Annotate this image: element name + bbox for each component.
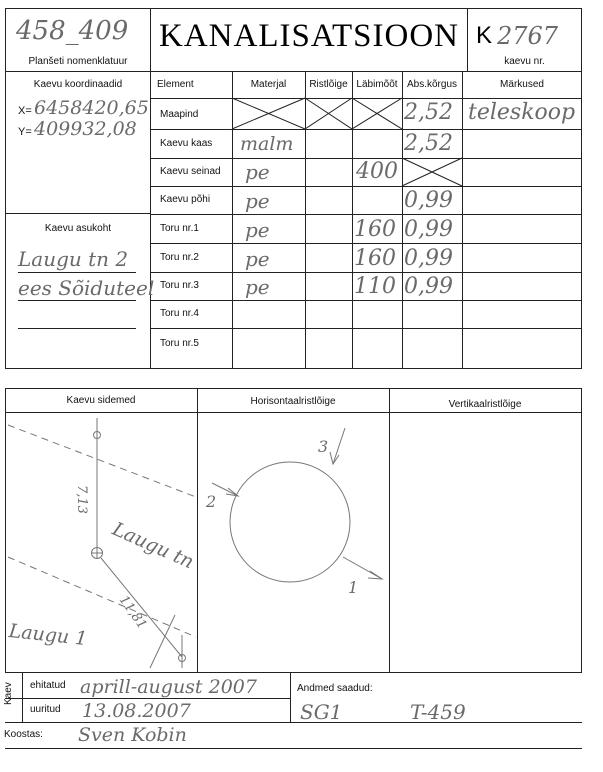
cell-material: pe xyxy=(245,275,270,299)
pipe-label-1: 1 xyxy=(348,578,359,597)
row-label: Toru nr.5 xyxy=(160,338,199,349)
sheet-label: Planšeti nomenklatuur xyxy=(28,56,128,67)
cell-abs-height: 2,52 xyxy=(404,131,453,156)
col-header-material: Materjal xyxy=(250,79,287,90)
built-value: aprill-august 2007 xyxy=(80,676,257,698)
data-source-value-1: SG1 xyxy=(300,700,343,724)
well-number: 2767 xyxy=(497,22,559,50)
cell-abs-height: 0,99 xyxy=(404,274,453,299)
row-label: Kaevu seinad xyxy=(160,166,221,177)
row-label: Toru nr.3 xyxy=(160,280,199,291)
cell-diameter: 160 xyxy=(354,246,396,271)
distance-label-2: 11,81 xyxy=(115,593,150,633)
street-label-upper: Laugu tn xyxy=(109,518,198,574)
col-header-diameter: Läbimõõt xyxy=(356,79,398,90)
row-label: Toru nr.1 xyxy=(160,223,199,234)
kaev-side-label: Kaev xyxy=(3,682,14,705)
distance-label-1: 7,13 xyxy=(74,485,89,514)
x-prefix: X= xyxy=(18,105,32,117)
y-value: 409932,08 xyxy=(34,118,137,140)
pipe-label-3: 3 xyxy=(318,437,329,456)
cell-notes: teleskoop xyxy=(468,100,576,125)
row-label: Maapind xyxy=(160,109,199,120)
well-label: kaevu nr. xyxy=(504,56,545,67)
sheet-number: 458_409 xyxy=(16,16,129,46)
col-header-horizontal: Horisontaalristlõige xyxy=(250,396,336,407)
footer-line xyxy=(22,672,23,723)
cell-abs-height: 0,99 xyxy=(404,217,453,242)
cell-diameter: 110 xyxy=(354,274,396,299)
footer-line xyxy=(5,722,582,723)
cell-diameter: 160 xyxy=(354,217,396,242)
x-value: 6458420,65 xyxy=(34,97,149,119)
row-label: Toru nr.2 xyxy=(160,252,199,263)
cell-abs-height: 0,99 xyxy=(404,188,453,213)
built-label: ehitatud xyxy=(30,680,66,691)
coordinates-label: Kaevu koordinaadid xyxy=(33,79,123,90)
surveyed-value: 13.08.2007 xyxy=(82,700,191,722)
y-prefix: Y= xyxy=(18,126,32,138)
location-line1: Laugu tn 2 xyxy=(18,247,129,271)
cell-material: pe xyxy=(245,247,270,271)
cell-material: malm xyxy=(240,133,294,155)
cell-material: pe xyxy=(245,218,270,242)
col-header-notes: Märkused xyxy=(500,79,544,90)
row-label: Toru nr.4 xyxy=(160,308,199,319)
col-header-connections: Kaevu sidemed xyxy=(66,395,136,406)
row-label: Kaevu põhi xyxy=(160,194,211,205)
footer-line xyxy=(5,698,290,699)
cell-abs-height: 0,99 xyxy=(404,246,453,271)
footer-line xyxy=(5,748,582,749)
author-value: Sven Kobin xyxy=(78,724,187,746)
cell-material: pe xyxy=(245,189,270,213)
col-header-abs-height: Abs.kõrgus xyxy=(406,79,458,90)
surveyed-label: uuritud xyxy=(30,704,61,715)
data-source-value-2: T-459 xyxy=(410,700,466,724)
col-header-vertical: Vertikaalristlõige xyxy=(448,399,522,410)
cell-abs-height: 2,52 xyxy=(404,100,453,125)
footer-line xyxy=(290,672,291,723)
location-line2: ees Sõiduteel xyxy=(18,276,155,300)
col-header-element: Element xyxy=(157,79,194,90)
row-label: Kaevu kaas xyxy=(160,138,213,149)
page-title: KANALISATSIOON xyxy=(159,18,459,54)
cell-material: pe xyxy=(245,160,270,184)
location-label: Kaevu asukoht xyxy=(44,223,112,234)
street-label-lower: Laugu 1 xyxy=(7,620,89,651)
cell-diameter: 400 xyxy=(356,159,398,184)
author-label: Koostas: xyxy=(4,729,43,740)
well-prefix: K xyxy=(476,22,493,49)
col-header-cross-section: Ristlõige xyxy=(309,79,348,90)
data-source-label: Andmed saadud: xyxy=(297,683,373,694)
pipe-label-2: 2 xyxy=(206,492,217,511)
